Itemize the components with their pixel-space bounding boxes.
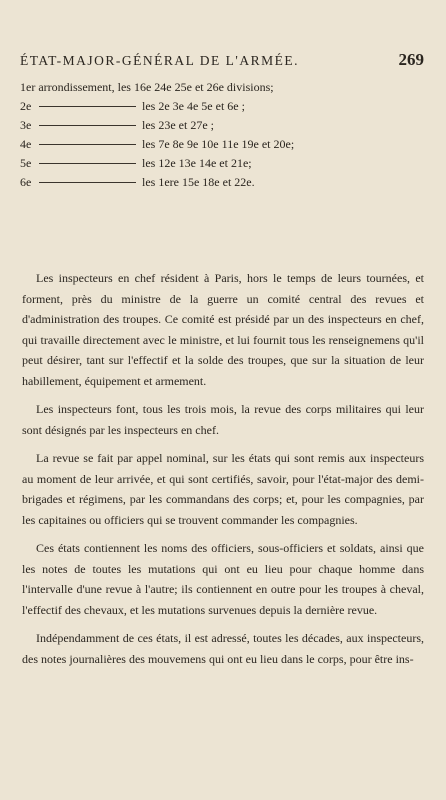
leader-line <box>39 182 136 183</box>
arrondissement-number: 3e <box>20 118 32 132</box>
page-number: 269 <box>398 50 424 69</box>
arrondissement-text: les 1ere 15e 18e et 22e. <box>142 175 255 189</box>
arrondissement-row <box>20 78 424 97</box>
header-title: ÉTAT-MAJOR-GÉNÉRAL DE L'ARMÉE. <box>20 53 299 68</box>
running-header <box>20 50 424 70</box>
arrondissement-number: 5e <box>20 156 32 170</box>
body-text <box>22 268 424 677</box>
arrondissement-text: les 7e 8e 9e 10e 11e 19e et 20e; <box>142 137 295 151</box>
paragraph: Les inspecteurs en chef résident à Paris, hors le temps de leurs tournées, et forment, près du ministre de la guerre un comité central des revues et d'administration des troupes. Ce comité est présidé par un des inspecteurs en chef, qui travaille directement avec le ministre, et lui fournit tous les renseignemens qu'il peut désirer, tant sur l'effectif et la solde des troupes, que sur la situation de leur habillement, équipement et armement. <box>22 271 424 388</box>
arrondissement-text: les 12e 13e 14e et 21e; <box>142 156 252 170</box>
leader-line <box>39 163 136 164</box>
arrondissement-text: les 2e 3e 4e 5e et 6e ; <box>142 99 245 113</box>
leader-line <box>39 106 136 107</box>
arrondissement-text: les 23e et 27e ; <box>142 118 214 132</box>
arrondissement-text: 1er arrondissement, les 16e 24e 25e et 26e divisions; <box>20 80 274 94</box>
leader-line <box>39 125 136 126</box>
arrondissement-list <box>20 78 424 192</box>
arrondissement-number: 4e <box>20 137 32 151</box>
arrondissement-row <box>20 154 424 173</box>
arrondissement-number: 2e <box>20 99 32 113</box>
paragraph: La revue se fait par appel nominal, sur les états qui sont remis aux inspecteurs au moment de leur arrivée, et qui sont certifiés, savoir, pour l'état-major des demi-brigades et régimens, par les commandans des corps; et, pour les compagnies, par les capitaines ou officiers qui se trouvent commander les compagnies. <box>22 451 424 527</box>
paragraph: Ces états contiennent les noms des officiers, sous-officiers et soldats, ainsi que les notes de toutes les mutations qui ont eu lieu pour chaque homme dans l'intervalle d'une revue à l'autre; ils contiennent en outre pour les troupes à cheval, l'effectif des chevaux, et les mutations survenues depuis la dernière revue. <box>22 541 424 617</box>
arrondissement-number: 6e <box>20 175 32 189</box>
paragraph: Les inspecteurs font, tous les trois mois, la revue des corps militaires qui leur sont désignés par les inspecteurs en chef. <box>22 402 424 437</box>
arrondissement-row <box>20 135 424 154</box>
arrondissement-row <box>20 97 424 116</box>
leader-line <box>39 144 136 145</box>
arrondissement-row <box>20 116 424 135</box>
paragraph: Indépendamment de ces états, il est adressé, toutes les décades, aux inspecteurs, des notes journalières des mouvemens qui ont eu lieu dans le corps, pour être ins- <box>22 631 424 666</box>
arrondissement-row <box>20 173 424 192</box>
